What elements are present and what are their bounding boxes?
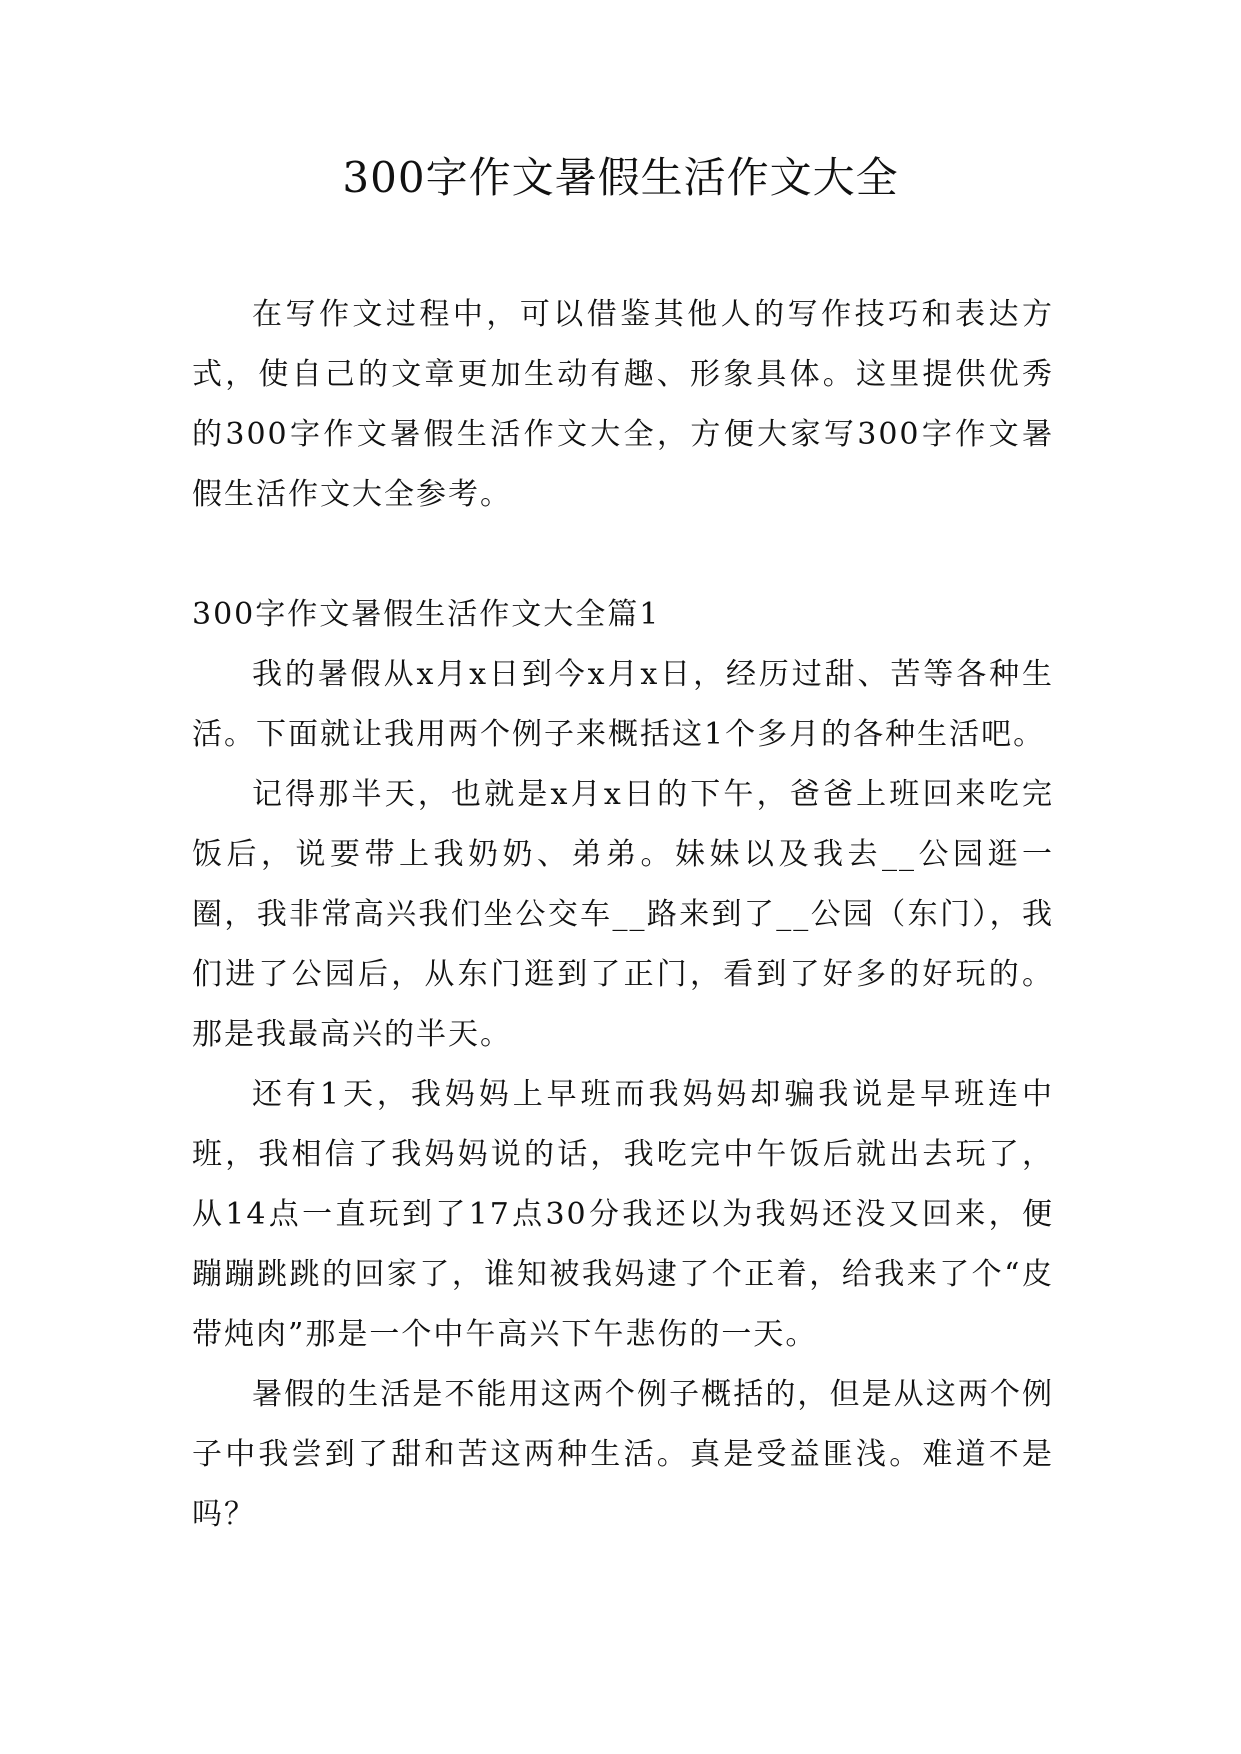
essay-paragraph-4: 暑假的生活是不能用这两个例子概括的，但是从这两个例子中我尝到了甜和苦这两种生活。真是受益匪浅。难道不是吗？ <box>192 1377 1054 1532</box>
intro-block <box>192 285 1054 525</box>
document-title: 300字作文暑假生活作文大全 <box>342 153 899 202</box>
essay-block <box>192 585 1054 1545</box>
essay-paragraph-2: 记得那半天，也就是x月x日的下午，爸爸上班回来吃完饭后，说要带上我奶奶、弟弟。妹妹以及我去__公园逛一圈，我非常高兴我们坐公交车__路来到了__公园（东门），我们进了公园后，从东门逛到了正门，看到了好多的好玩的。那是我最高兴的半天。 <box>192 777 1054 1052</box>
essay-paragraph-1: 我的暑假从x月x日到今x月x日，经历过甜、苦等各种生活。下面就让我用两个例子来概括这1个多月的各种生活吧。 <box>192 657 1054 752</box>
intro-paragraph: 在写作文过程中，可以借鉴其他人的写作技巧和表达方式，使自己的文章更加生动有趣、形象具体。这里提供优秀的300字作文暑假生活作文大全，方便大家写300字作文暑假生活作文大全参考。 <box>192 297 1054 512</box>
section-heading: 300字作文暑假生活作文大全篇1 <box>192 597 661 632</box>
essay-paragraph-3: 还有1天，我妈妈上早班而我妈妈却骗我说是早班连中班，我相信了我妈妈说的话，我吃完中午饭后就出去玩了，从14点一直玩到了17点30分我还以为我妈还没又回来，便蹦蹦跳跳的回家了，谁知被我妈逮了个正着，给我来了个“皮带炖肉”那是一个中午高兴下午悲伤的一天。 <box>192 1077 1054 1352</box>
